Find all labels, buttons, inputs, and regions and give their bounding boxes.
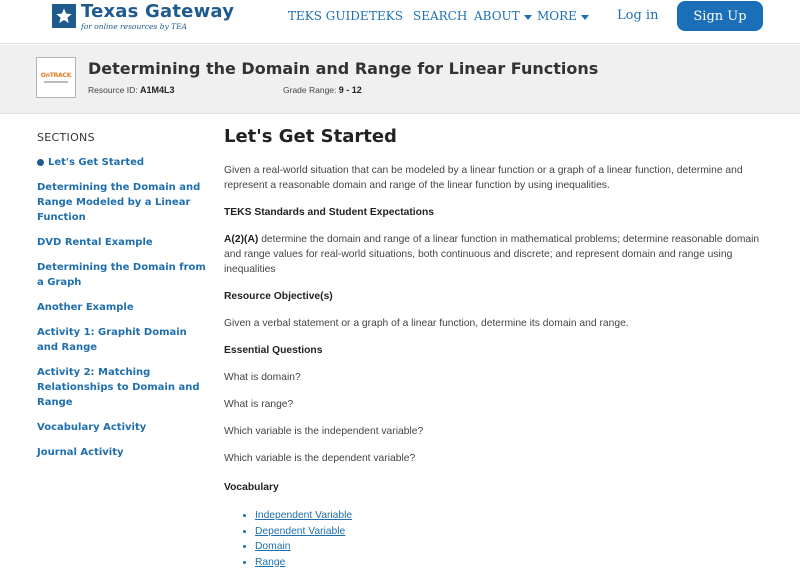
- top-nav-bar: [0, 0, 800, 44]
- thumbnail-logo-text: OnTRACK: [40, 72, 72, 79]
- logo-subtitle: for online resources by TEA: [81, 22, 188, 31]
- grade-range: Grade Range: 9 - 12: [283, 85, 362, 95]
- page-title: Let's Get Started: [224, 126, 397, 147]
- nav-about[interactable]: ABOUT: [474, 9, 532, 23]
- nav-teks-guide[interactable]: TEKS GUIDE: [288, 9, 369, 23]
- teks-code: A(2)(A): [224, 234, 259, 245]
- logo-title: Texas Gateway: [81, 1, 235, 22]
- chevron-down-icon: [581, 15, 589, 20]
- login-link[interactable]: Log in: [617, 8, 659, 23]
- texas-gateway-logo[interactable]: [52, 2, 234, 31]
- signup-button[interactable]: Sign Up: [677, 1, 763, 31]
- nav-more[interactable]: MORE: [537, 9, 589, 23]
- main-content: [224, 124, 764, 570]
- section-another-example[interactable]: Another Example: [37, 302, 134, 313]
- sections-nav: [37, 155, 207, 460]
- vocabulary-list: [224, 508, 764, 570]
- section-domain-from-graph[interactable]: Determining the Domain from a Graph: [37, 262, 206, 288]
- teks-heading: TEKS Standards and Student Expectations: [224, 207, 434, 218]
- question-item: What is range?: [224, 399, 294, 410]
- nav-teks[interactable]: TEKS: [369, 9, 403, 23]
- objective-heading: Resource Objective(s): [224, 291, 333, 302]
- question-item: What is domain?: [224, 372, 301, 383]
- section-lets-get-started[interactable]: Let's Get Started: [37, 155, 207, 170]
- sections-heading: SECTIONS: [37, 131, 95, 144]
- vocab-link-domain[interactable]: • Domain: [255, 539, 764, 555]
- vocab-link-independent-variable[interactable]: • Independent Variable: [255, 508, 764, 524]
- section-vocabulary-activity[interactable]: Vocabulary Activity: [37, 422, 147, 433]
- vocab-link-range[interactable]: • Range: [255, 555, 764, 571]
- section-dvd-rental-example[interactable]: DVD Rental Example: [37, 237, 153, 248]
- section-journal-activity[interactable]: Journal Activity: [37, 447, 124, 458]
- star-icon: [52, 4, 76, 28]
- vocab-link-dependent-variable[interactable]: • Dependent Variable: [255, 524, 764, 540]
- section-activity-1[interactable]: Activity 1: Graphit Domain and Range: [37, 327, 187, 353]
- chevron-down-icon: [524, 15, 532, 20]
- resource-id: Resource ID: A1M4L3: [88, 85, 175, 95]
- resource-header: [0, 45, 800, 114]
- question-item: Which variable is the independent variable?: [224, 426, 424, 437]
- section-activity-2[interactable]: Activity 2: Matching Relationships to Domain and Range: [37, 367, 200, 408]
- intro-text: Given a real-world situation that can be modeled by a linear function or a graph of a linear function, determine and represent a reasonable domain and range of the linear function by using inequalities.: [224, 165, 743, 191]
- teks-expectation: A(2)(A) determine the domain and range of a linear function in mathematical problems; determine reasonable domain and range values for real-world situations, both continuous and discrete; and represent domain and range using inequalities: [224, 234, 760, 275]
- resource-title: Determining the Domain and Range for Linear Functions: [88, 59, 599, 78]
- nav-search[interactable]: SEARCH: [413, 9, 468, 23]
- section-domain-range-modeled[interactable]: Determining the Domain and Range Modeled by a Linear Function: [37, 182, 201, 223]
- vocabulary-heading: Vocabulary: [224, 482, 279, 493]
- question-item: Which variable is the dependent variable?: [224, 453, 416, 464]
- essential-questions-heading: Essential Questions: [224, 345, 323, 356]
- resource-thumbnail: [36, 57, 76, 98]
- objective-text: Given a verbal statement or a graph of a linear function, determine its domain and range.: [224, 318, 629, 329]
